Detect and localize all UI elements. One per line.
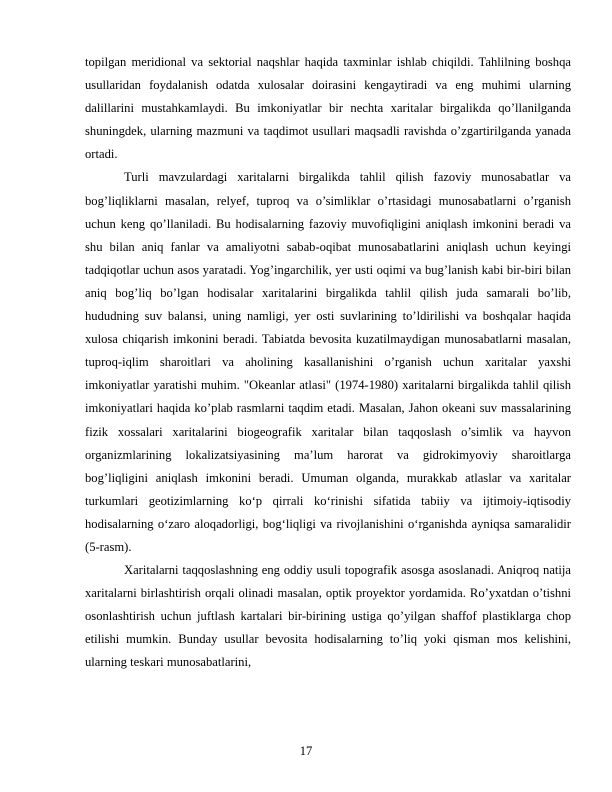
paragraph-map-comparison: Xaritalarni taqqoslashning eng oddiy usuli topografik asosga asoslanadi. Aniqroq natija xaritalarni birlashtirish orqali olinadi masalan, optik proyektor yordamida. Ro’yxatdan o’tishni osonlashtirish uchun juftlash kartalari bir-birining ustiga qo’yilgan shaffof plastiklarga chop etilishi mumkin. Bunday usullar bevosita hodisalarning to’liq yoki qisman mos kelishini, ularning teskari munosabatlarini,: [85, 563, 571, 670]
body-text: [85, 51, 571, 675]
paragraph-continuation: topilgan meridional va sektorial naqshlar haqida taxminlar ishlab chiqildi. Tahlilning boshqa usullaridan foydalanish odatda xulosalar doirasini kengaytiradi va eng muhimi ularning dalillarini mustahkamlaydi. Bu imkoniyatlar bir nechta xaritalar birgalikda qo’llanilganda shuningdek, ularning mazmuni va taqdimot usullari maqsadli ravishda o’zgartirilganda yanada ortadi.: [85, 55, 571, 162]
paragraph-thematic-maps: Turli mavzulardagi xaritalarni birgalikda tahlil qilish fazoviy munosabatlar va bog’liqliklarni masalan, relyef, tuproq va o’simliklar o’rtasidagi munosabatlarni o’rganish uchun keng qo’llaniladi. Bu hodisalarning fazoviy muvofiqligini aniqlash imkonini beradi va shu bilan aniq fanlar va amaliyotni sabab-oqibat munosabatlarini aniqlash uchun keyingi tadqiqotlar uchun asos yaratadi. Yog’ingarchilik, yer usti oqimi va bug’lanish kabi bir-biri bilan aniq bog’liq bo’lgan hodisalar xaritalarini birgalikda tahlil qilish juda samarali bo’lib, hududning suv balansi, uning namligi, yer osti suvlarining to’ldirilishi va boshqalar haqida xulosa chiqarish imkonini beradi. Tabiatda bevosita kuzatilmaydigan munosabatlarni masalan, tuproq-iqlim sharoitlari va aholining kasallanishini o’rganish uchun xaritalar yaxshi imkoniyatlar yaratishi muhim. "Okeanlar atlasi" (1974-1980) xaritalarni birgalikda tahlil qilish imkoniyatlari haqida ko’plab rasmlarni taqdim etadi. Masalan, Jahon okeani suv massalarining fizik xossalari xaritalarini biogeografik xaritalar bilan taqqoslash o’simlik va hayvon organizmlarining lokalizatsiyasining ma’lum harorat va gidrokimyoviy sharoitlarga bog’liqligini aniqlash imkonini beradi. Umuman olganda, murakkab atlaslar va xaritalar turkumlari geotizimlarning ko‘p qirrali ko‘rinishi sifatida tabiiy va ijtimoiy-iqtisodiy hodisalarning o‘zaro aloqadorligi, bog‘liqligi va rivojlanishini o‘rganishda ayniqsa samaralidir (5-rasm).: [85, 170, 571, 554]
page-number: 17: [299, 744, 313, 758]
